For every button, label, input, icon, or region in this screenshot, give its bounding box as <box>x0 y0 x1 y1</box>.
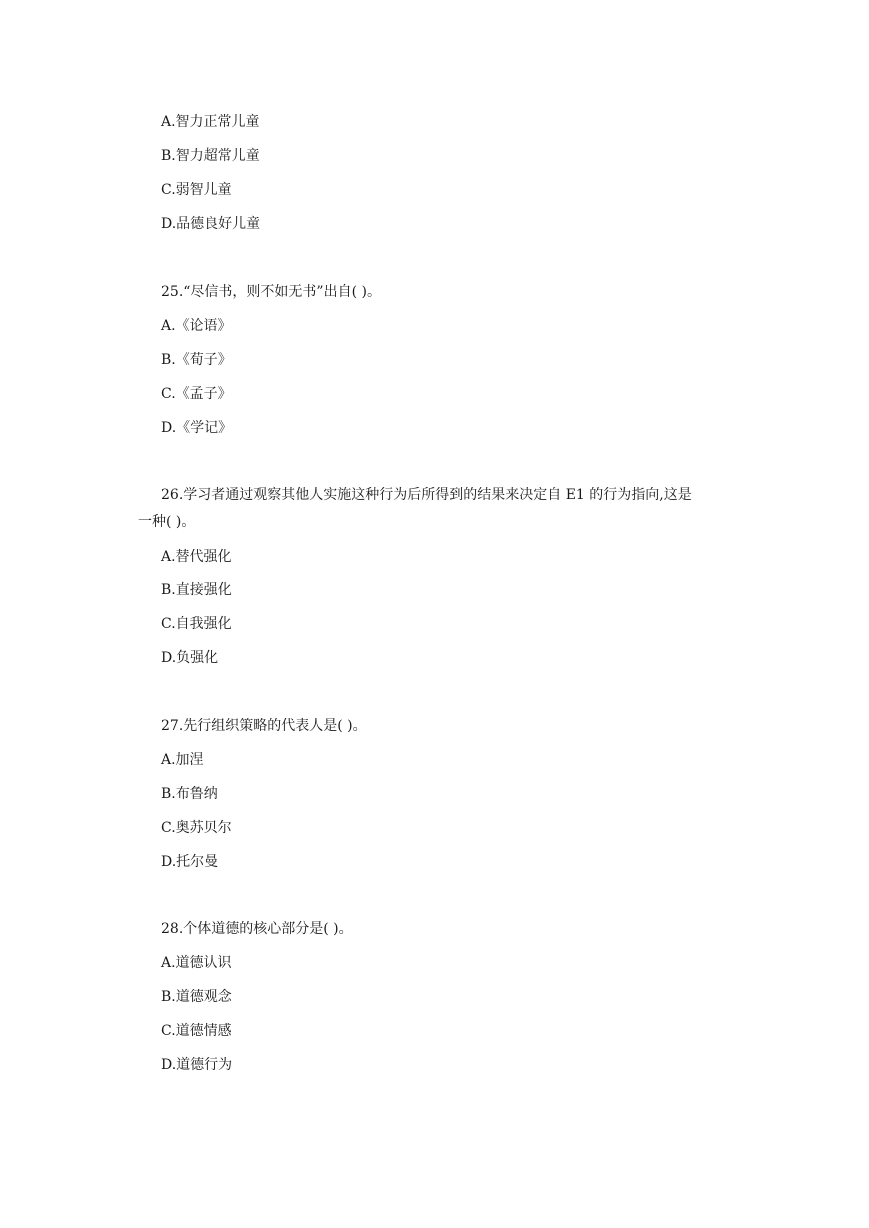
question-stem: 28.个体道德的核心部分是( )。 <box>161 921 353 937</box>
question-stem-continued: 一种( )。 <box>138 514 196 530</box>
option-a: A.《论语》 <box>161 318 232 334</box>
option-d: D.托尔曼 <box>161 854 219 870</box>
option-a: A.替代强化 <box>161 549 232 565</box>
option-c: C.《孟子》 <box>161 386 232 402</box>
option-c: C.奥苏贝尔 <box>161 820 232 836</box>
option-b: B.布鲁纳 <box>161 786 218 802</box>
question-stem: 27.先行组织策略的代表人是( )。 <box>161 718 367 734</box>
option-b: B.智力超常儿童 <box>161 148 260 164</box>
option-b: B.直接强化 <box>161 582 232 598</box>
question-stem: 25.“尽信书，则不如无书”出自( )。 <box>161 284 381 300</box>
question-stem: 26.学习者通过观察其他人实施这种行为后所得到的结果来决定自 E1 的行为指向,这是 <box>161 487 692 503</box>
option-a: A.加涅 <box>161 752 204 768</box>
option-d: D.品德良好儿童 <box>161 216 261 232</box>
option-b: B.《荀子》 <box>161 352 232 368</box>
option-a: A.道德认识 <box>161 955 232 971</box>
option-d: D.《学记》 <box>161 420 233 436</box>
option-b: B.道德观念 <box>161 989 232 1005</box>
option-c: C.道德情感 <box>161 1023 232 1039</box>
option-d: D.道德行为 <box>161 1057 233 1073</box>
option-c: C.弱智儿童 <box>161 182 232 198</box>
option-d: D.负强化 <box>161 650 219 666</box>
option-c: C.自我强化 <box>161 616 232 632</box>
option-a: A.智力正常儿童 <box>161 114 260 130</box>
